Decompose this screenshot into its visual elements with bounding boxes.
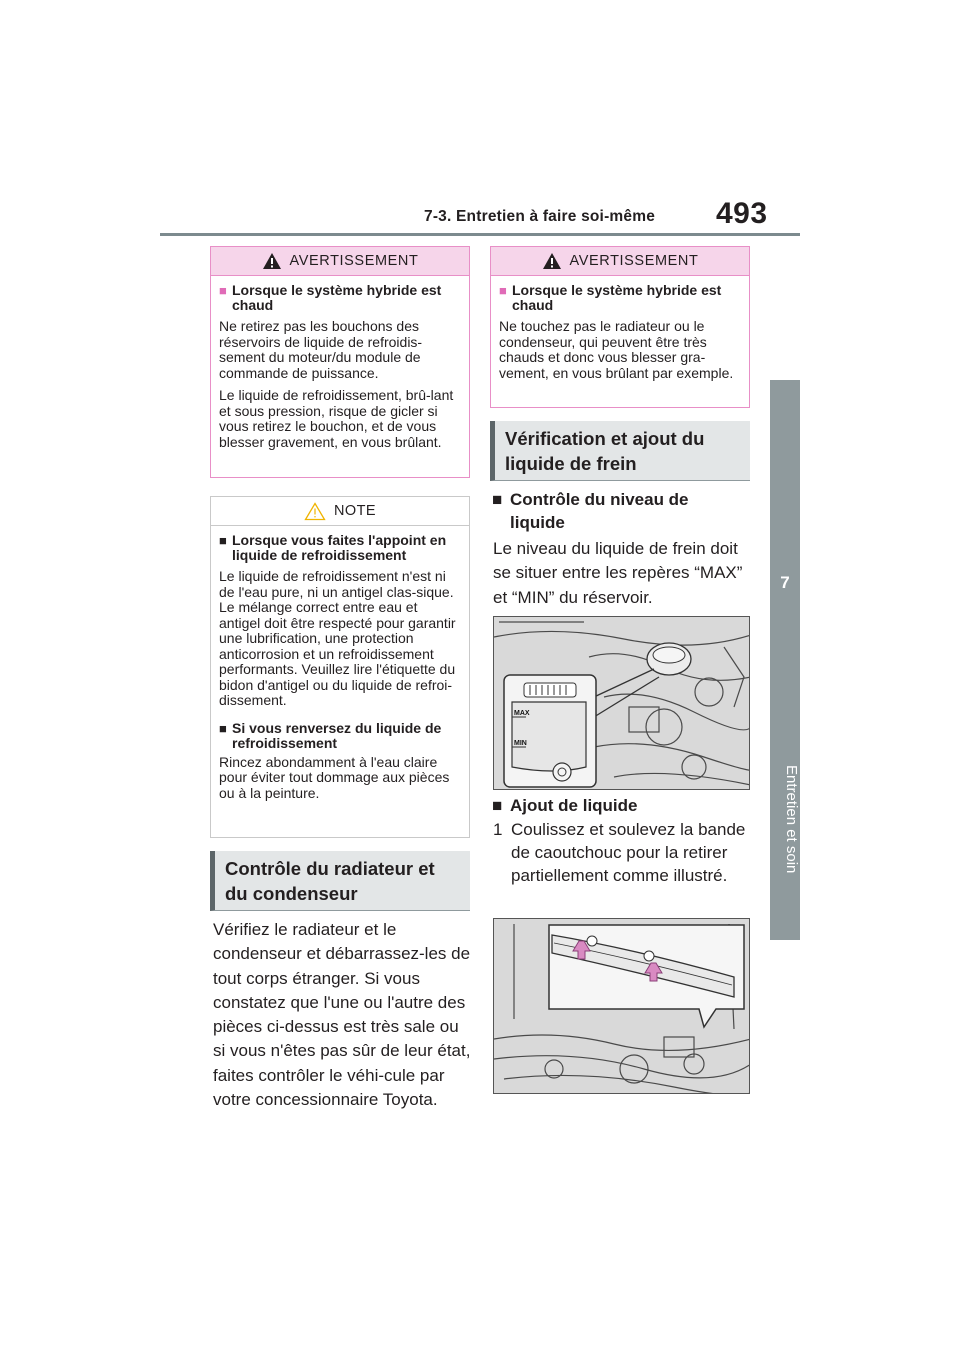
chapter-label [770, 690, 800, 944]
note-paragraph-2: Rincez abondamment à l'eau claire pour éviter tout dommage aux pièces ou à la peinture. [219, 753, 450, 801]
warning-paragraph-right: Ne touchez pas le radiateur ou le condenseur, qui peuvent être très chauds et donc vous blesser gra-vement, en vous brûlant par exemple. [499, 318, 734, 381]
warning-subheading: ■ Lorsque le système hybride est chaud [219, 282, 442, 313]
warning-subheading-right: ■ Lorsque le système hybride est chaud [499, 282, 722, 313]
page-number: 493 [716, 197, 768, 230]
warning-triangle-icon [542, 252, 562, 270]
note-header [211, 497, 469, 526]
warning-header-right [491, 247, 749, 276]
chapter-number: 7 [780, 573, 790, 592]
note-box [210, 496, 470, 838]
header-rule [160, 233, 800, 236]
section-heading-radiator: Contrôle du radiateur et du condenseur [210, 851, 470, 911]
rubber-strip-illustration [493, 918, 750, 1094]
step-number: 1 [493, 820, 503, 839]
chapter-label-text: Entretien et soin [783, 764, 800, 874]
subheading-add-fluid: ■ Ajout de liquide [492, 796, 638, 815]
step-text: Coulissez et soulevez la bande de caoutchouc pour la retirer partiellement comme illustré. [511, 820, 746, 885]
warning-box-right [490, 246, 750, 408]
subheading-fluid-level: ■ Contrôle du niveau de liquide [492, 490, 689, 532]
section-heading-brake-fluid: Vérification et ajout du liquide de frein [490, 421, 750, 481]
warning-paragraph-2: Le liquide de refroidissement, brû-lant et sous pression, risque de gicler si vous retirez le bouchon, et de vous blesser gravement, en vous brûlant. [219, 387, 454, 450]
fluid-level-body-text: Le niveau du liquide de frein doit se situer entre les repères “MAX” et “MIN” du réservoir. [493, 539, 743, 607]
section-title: 7-3. Entretien à faire soi-même [424, 208, 656, 225]
radiator-body-text: Vérifiez le radiateur et le condenseur et débarrassez-les de tout corps étranger. Si vous constatez que l'une ou l'autre des pièces ci-dessus est très sale ou si vous n'êtes pas sûr de leur état, faites contrôler le véhi-cule par votre concessionnaire Toyota. [213, 920, 471, 1110]
step-1 [493, 818, 751, 887]
warning-header [211, 247, 469, 276]
note-title: NOTE [334, 503, 376, 519]
engine-bay-drawing [494, 617, 750, 790]
rubber-strip-drawing [494, 919, 750, 1094]
note-subheading-1: ■ Lorsque vous faites l'appoint en liquide de refroidissement [219, 532, 447, 563]
brake-reservoir-illustration [493, 616, 750, 790]
min-label: MIN [514, 740, 527, 747]
warning-title: AVERTISSEMENT [289, 253, 419, 269]
warning-paragraph-1: Ne retirez pas les bouchons des réservoirs de liquide de refroidis-sement du moteur/du module de commande de puissance. [219, 318, 423, 381]
warning-title-right: AVERTISSEMENT [569, 253, 699, 269]
caution-triangle-icon [304, 502, 326, 521]
warning-box-left [210, 246, 470, 478]
warning-triangle-icon [262, 252, 282, 270]
note-paragraph-1: Le liquide de refroidissement n'est ni de l'eau pure, ni un antigel clas-sique. Le mélange correct entre eau et antigel doit être respecté pour garantir une lubrification, une protection anticorrosion et un refroidissement performants. Veuillez lire l'étiquette du bidon d'antigel ou du liquide de refroi-dissement. [219, 568, 456, 708]
note-subheading-2: ■ Si vous renversez du liquide de refroidissement [219, 719, 442, 751]
max-label: MAX [514, 710, 530, 717]
